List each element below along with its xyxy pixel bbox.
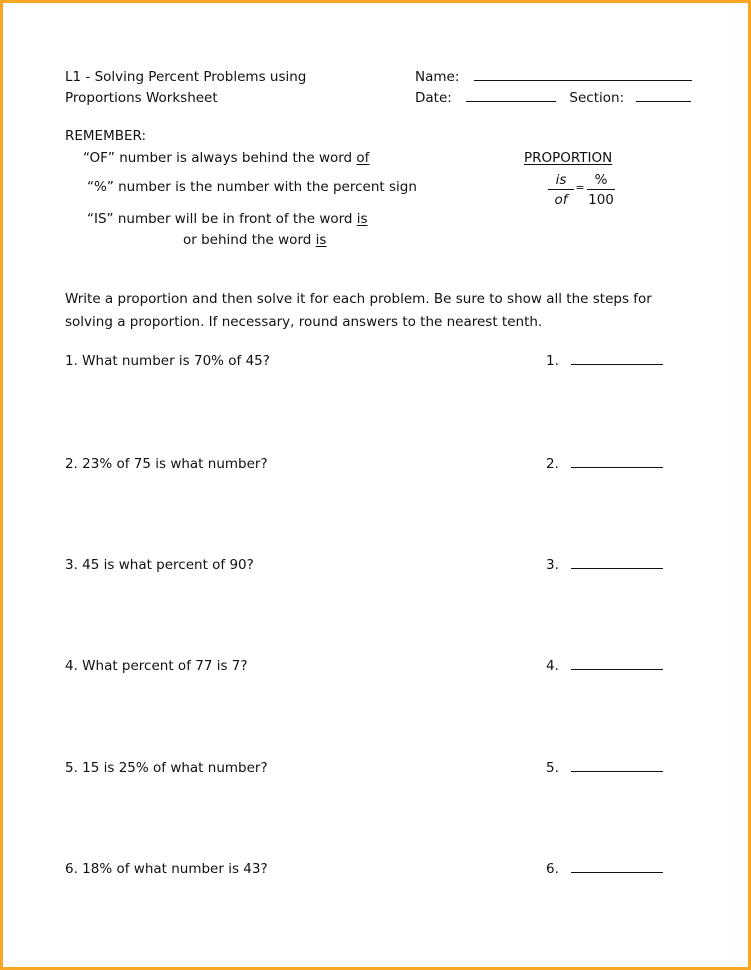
name-field[interactable] (415, 71, 692, 85)
answer-4[interactable] (546, 660, 663, 674)
answer-label: 1. (546, 353, 559, 369)
remember-percent-rule: “%” number is the number with the percent sign (87, 179, 417, 195)
worksheet-title-line2: Proportions Worksheet (65, 90, 218, 106)
date-blank[interactable] (466, 101, 556, 102)
answer-5[interactable] (546, 762, 663, 776)
name-blank[interactable] (474, 80, 692, 81)
answer-label: 5. (546, 760, 559, 776)
fraction-denominator-100: 100 (588, 192, 614, 208)
section-blank[interactable] (636, 101, 691, 102)
answer-label: 3. (546, 557, 559, 573)
equals-sign: = (575, 181, 585, 194)
remember-of-rule: “OF” number is always behind the word of (83, 150, 370, 166)
answer-label: 2. (546, 456, 559, 472)
answer-6[interactable] (546, 863, 663, 877)
proportion-title: PROPORTION (524, 150, 613, 166)
answer-blank[interactable] (571, 771, 663, 772)
fraction-is-over-of (547, 170, 575, 208)
date-section-row (415, 92, 691, 106)
answer-blank[interactable] (571, 872, 663, 873)
fraction-bar (548, 189, 574, 190)
worksheet-title-line1: L1 - Solving Percent Problems using (65, 69, 307, 85)
name-label: Name: (415, 69, 460, 85)
answer-3[interactable] (546, 559, 663, 573)
problem-3: 3. 45 is what percent of 90? (65, 557, 254, 573)
section-label: Section: (569, 90, 625, 106)
answer-blank[interactable] (571, 364, 663, 365)
remember-is-rule: “IS” number will be in front of the word is (87, 211, 368, 227)
remember-is-rule-cont: or behind the word is (183, 232, 327, 248)
answer-2[interactable] (546, 458, 663, 472)
answer-blank[interactable] (571, 669, 663, 670)
problem-5: 5. 15 is 25% of what number? (65, 760, 268, 776)
instructions-line1: Write a proportion and then solve it for each problem. Be sure to show all the steps for (65, 291, 652, 307)
answer-blank[interactable] (571, 467, 663, 468)
date-label: Date: (415, 90, 452, 106)
problem-2: 2. 23% of 75 is what number? (65, 456, 268, 472)
instructions-line2: solving a proportion. If necessary, round answers to the nearest tenth. (65, 314, 543, 330)
problem-4: 4. What percent of 77 is 7? (65, 658, 248, 674)
remember-heading: REMEMBER: (65, 128, 147, 144)
is-word-2: is (315, 232, 327, 248)
answer-blank[interactable] (571, 568, 663, 569)
fraction-numerator-is: is (555, 172, 567, 188)
fraction-denominator-of: of (554, 192, 568, 208)
of-word: of (356, 150, 370, 166)
answer-label: 4. (546, 658, 559, 674)
answer-label: 6. (546, 861, 559, 877)
fraction-numerator-percent: % (594, 172, 608, 188)
answer-1[interactable] (546, 355, 663, 369)
is-word: is (356, 211, 368, 227)
problem-6: 6. 18% of what number is 43? (65, 861, 268, 877)
fraction-percent-over-100 (585, 170, 617, 208)
problem-1: 1. What number is 70% of 45? (65, 353, 270, 369)
fraction-bar (587, 189, 615, 190)
